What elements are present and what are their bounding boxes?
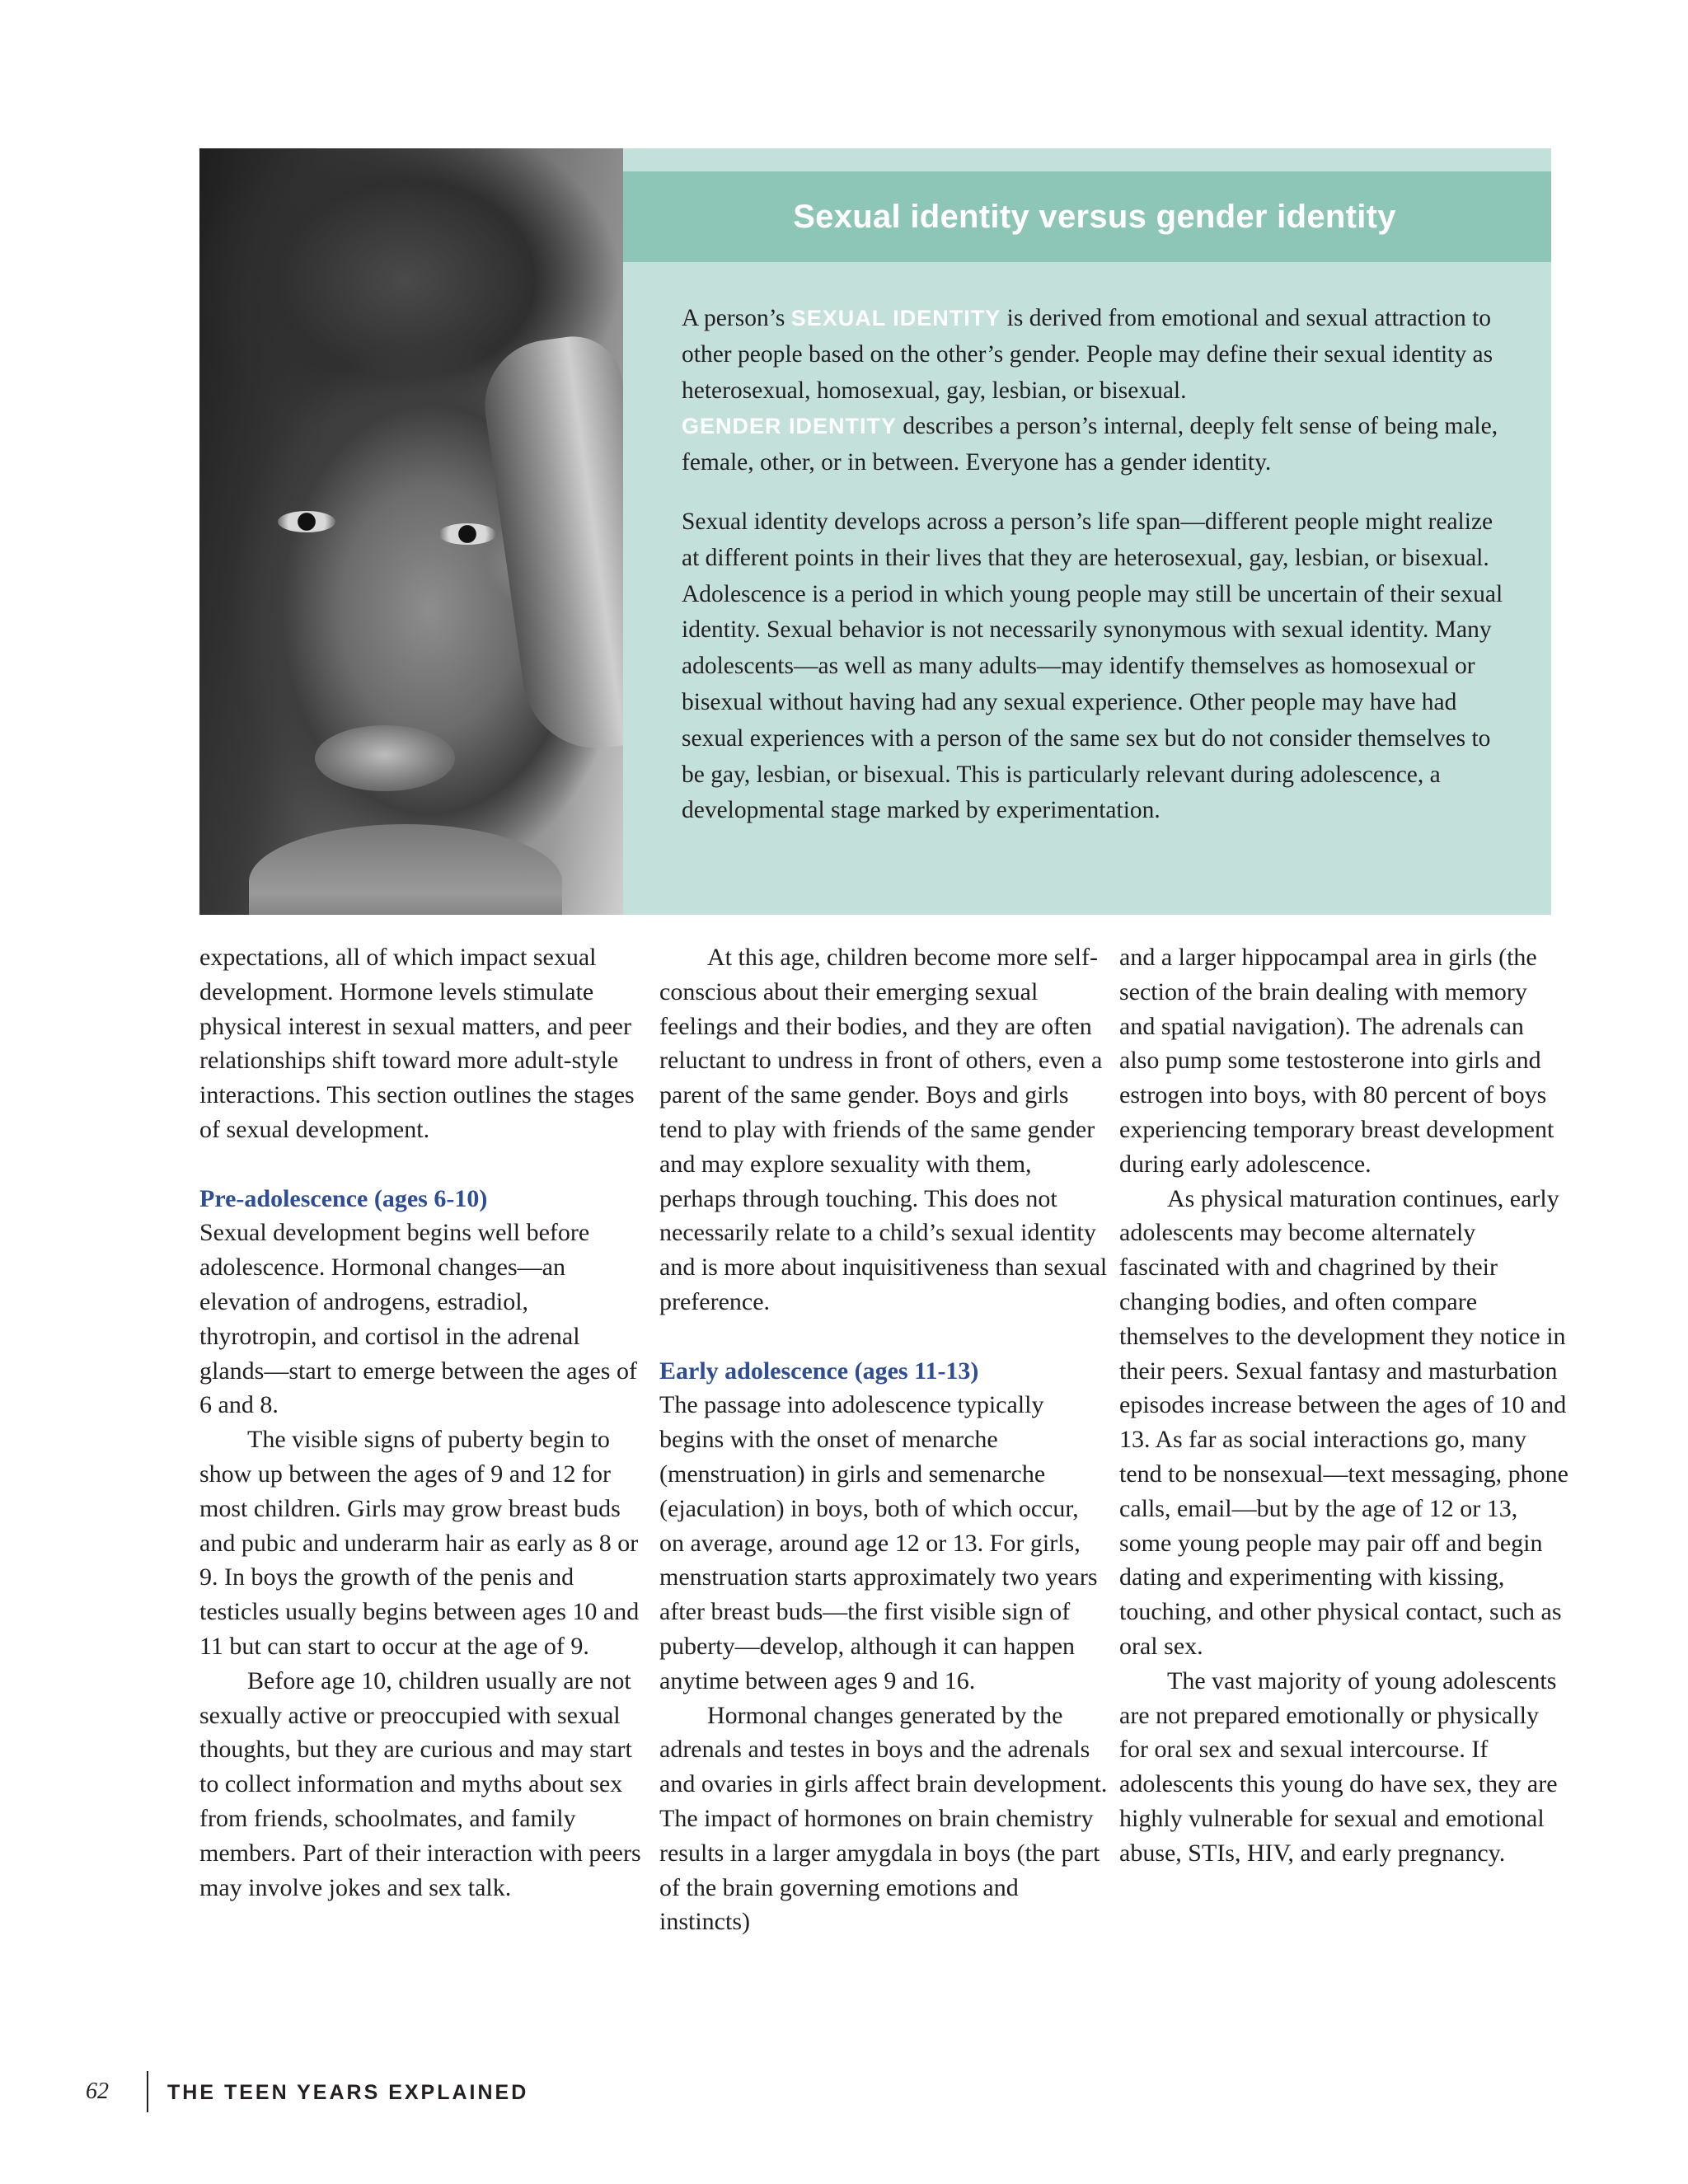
paragraph-pre-3: Before age 10, children usually are not sexually active or preoccupied with sexual thoughts, but they are curious and may start to collect information and myths about sex from friends, schoolmates, and family members. Part of their interaction with peers may involve jokes and sex talk. xyxy=(199,1666,641,1901)
term-sexual-identity: SEXUAL IDENTITY xyxy=(790,306,1001,330)
paragraph-gap xyxy=(659,1319,1109,1354)
sidebar-text: is derived from emotional and sexual attraction to other people based on the other’s gender. People may define their sexual identity as heterosexual, homosexual, gay, lesbian, or bisexual. xyxy=(682,305,1493,404)
running-title: THE TEEN YEARS EXPLAINED xyxy=(167,2081,529,2104)
page-number: 62 xyxy=(86,2079,109,2104)
paragraph-pre-1: Sexual development begins well before adolescence. Hormonal changes—an elevation of androgens, estradiol, thyrotropin, and cortisol in the adrenal glands—start to emerge between the ages of 6 and 8. xyxy=(199,1219,637,1419)
sidebar-body xyxy=(682,301,1506,852)
footer-divider xyxy=(147,2071,148,2112)
sidebar-text: describes a person’s internal, deeply felt sense of being male, female, other, or in between. Everyone has a gender identity. xyxy=(682,413,1498,476)
photo-hand-shape xyxy=(476,330,623,758)
photo-lips-shape xyxy=(315,725,455,791)
photo-eye-right xyxy=(438,523,496,545)
paragraph-continued: and a larger hippocampal area in girls (the section of the brain dealing with memory and spatial navigation). The adrenals can also pump some testosterone into girls and estrogen into boys, with 80 percent of boys experiencing temporary breast development during early adolescence. xyxy=(1119,944,1554,1178)
photo-neck-shape xyxy=(249,824,562,915)
photo-eye-left xyxy=(278,511,335,532)
paragraph-intro: expectations, all of which impact sexual development. Hormone levels stimulate physical interest in sexual matters, and peer relationships shift toward more adult-style interactions. This section outlines the stages of sexual development. xyxy=(199,944,635,1143)
sidebar-title-bar xyxy=(623,171,1551,262)
paragraph-maturation: As physical maturation continues, early adolescents may become alternately fascinated with and chagrined by their changing bodies, and often compare themselves to the development they notice in their peers. Sexual fantasy and masturbation episodes increase between the ages of 10 and 13. As far as social interactions go, many tend to be nonsexual—text messaging, phone calls, email—but by the age of 12 or 13, some young people may pair off and begin dating and experimenting with kissing, touching, and other physical contact, such as oral sex. xyxy=(1119,1184,1568,1660)
paragraph-early-1: The passage into adolescence typically begins with the onset of menarche (menstruation) in girls and semenarche (ejaculation) in boys, both of which occur, on average, around age 12 or 13. For girls, menstruation starts approximately two years after breast buds—the first visible sign of puberty—develop, although it can happen anytime between ages 9 and 16. xyxy=(659,1391,1098,1694)
column-3 xyxy=(1119,940,1568,1871)
sidebar-box xyxy=(623,148,1551,915)
heading-early-adolescence: Early adolescence (ages 11-13) xyxy=(659,1357,979,1385)
column-2 xyxy=(659,940,1109,1939)
sidebar-title: Sexual identity versus gender identity xyxy=(793,198,1396,235)
paragraph-self-conscious: At this age, children become more self-conscious about their emerging sexual feelings and their bodies, and they are often reluctant to undress in front of others, even a parent of the same gender. Boys and girls tend to play with friends of the same gender and may explore sexuality with them, perhaps through touching. This does not necessarily relate to a child’s sexual identity and is more about inquisitiveness than sexual preference. xyxy=(659,944,1108,1315)
sidebar-paragraph-development: Sexual identity develops across a person’s life span—different people might realize at different points in their lives that they are heterosexual, gay, lesbian, or bisexual. Adolescence is a period in which young people may still be uncertain of their sexual identity. Sexual behavior is not necessarily synonymous with sexual identity. Many adolescents—as well as many adults—may identify themselves as homosexual or bisexual without having had any sexual experience. Other people may have had sexual experiences with a person of the same sex but do not consider themselves to be gay, lesbian, or bisexual. This is particularly relevant during adolescence, a developmental stage marked by experimentation. xyxy=(682,508,1503,824)
heading-pre-adolescence: Pre-adolescence (ages 6-10) xyxy=(199,1184,488,1212)
paragraph-vast-majority: The vast majority of young adolescents are not prepared emotionally or physically for oral sex and sexual intercourse. If adolescents this young do have sex, they are highly vulnerable for sexual and emotional abuse, STIs, HIV, and early pregnancy. xyxy=(1119,1666,1558,1867)
sidebar-text: A person’s xyxy=(682,305,791,331)
portrait-photo xyxy=(199,148,623,915)
paragraph-early-2: Hormonal changes generated by the adrenals and testes in boys and the adrenals and ovaries in girls affect brain development. The impact of hormones on brain chemistry results in a larger amygdala in boys (the part of the brain governing emotions and instincts) xyxy=(659,1701,1108,1936)
term-gender-identity: GENDER IDENTITY xyxy=(682,414,898,439)
paragraph-gap xyxy=(199,1147,649,1182)
sidebar-paragraph-definitions xyxy=(682,301,1506,481)
column-1 xyxy=(199,940,649,1905)
paragraph-pre-2: The visible signs of puberty begin to show up between the ages of 9 and 12 for most children. Girls may grow breast buds and pubic and underarm hair as early as 8 or 9. In boys the growth of the penis and testicles usually begins between ages 10 and 11 but can start to occur at the age of 9. xyxy=(199,1426,640,1660)
